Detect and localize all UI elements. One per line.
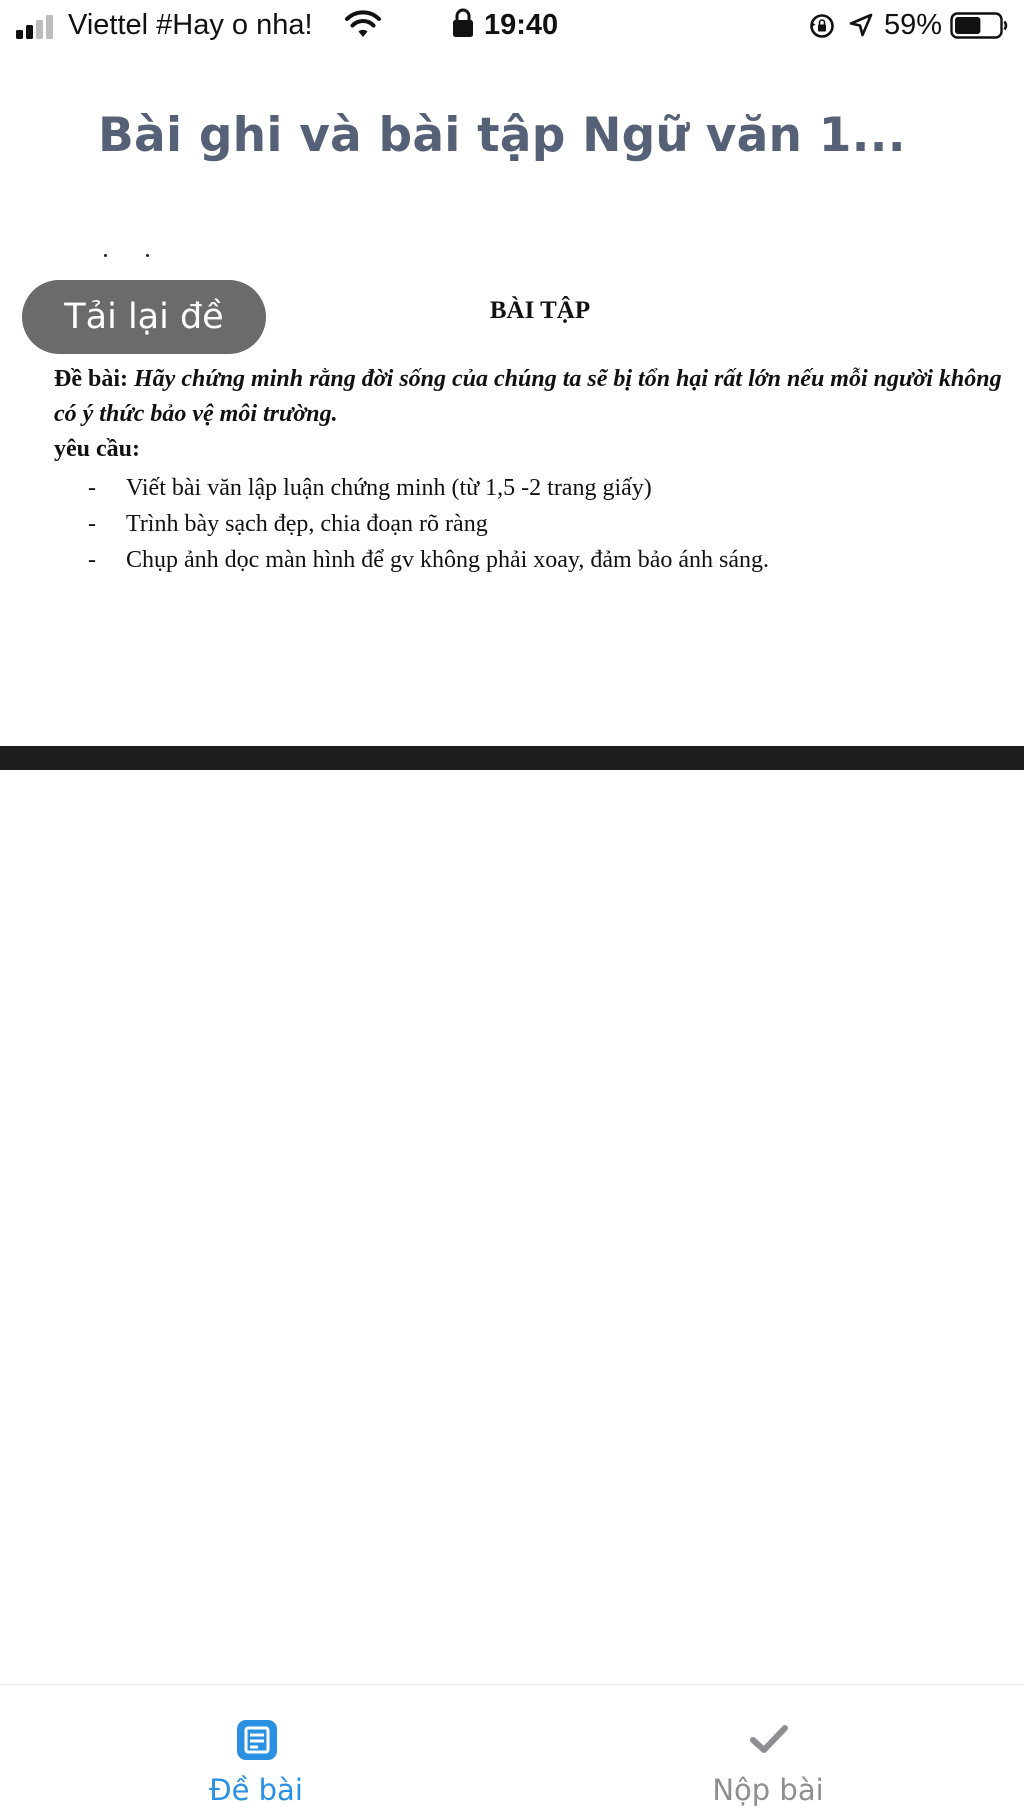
requirement-text: Viết bài văn lập luận chứng minh (từ 1,5 -2 trang giấy) [126,475,652,501]
assignment-prompt [54,362,1004,432]
prompt-text: Hãy chứng minh rằng đời sống của chúng ta sẽ bị tổn hại rất lớn nếu mỗi người không có ý thức bảo vệ môi trường. [54,366,1002,427]
document-artifact-dots [102,248,162,262]
requirements-list [88,470,988,578]
tab-submit-label: Nộp bài [712,1773,824,1807]
requirement-item [88,506,988,542]
bullet-dash: - [88,475,96,501]
wifi-icon [344,10,382,40]
bullet-dash: - [88,547,96,573]
requirement-text: Chụp ảnh dọc màn hình để gv không phải xoay, đảm bảo ánh sáng. [126,547,769,573]
location-arrow-icon [848,12,874,38]
orientation-lock-icon [808,12,836,40]
carrier-name: Viettel #Hay o nha! [68,9,313,41]
lock-icon [452,8,474,38]
signal-bar [26,25,33,39]
tab-submit[interactable] [568,1685,968,1820]
signal-icon [16,15,60,39]
status-bar [0,0,1024,52]
reload-assignment-button[interactable]: Tải lại đề [22,280,266,354]
requirement-item [88,470,988,506]
battery-icon [950,12,1008,39]
prompt-label: Đề bài: [54,366,128,392]
requirement-item [88,542,988,578]
document-icon [236,1719,278,1761]
requirements-label: yêu cầu: [54,436,140,462]
signal-bar [36,20,43,39]
bullet-dash: - [88,511,96,537]
requirement-text: Trình bày sạch đẹp, chia đoạn rõ ràng [126,511,488,537]
checkmark-icon [748,1719,790,1761]
page-title: Bài ghi và bài tập Ngữ văn 1... [98,108,906,163]
battery-percent: 59% [884,9,943,41]
document-heading: BÀI TẬP [489,297,591,324]
signal-bar [16,30,23,39]
signal-bar [46,15,53,39]
document-page-divider [0,746,1024,770]
tab-assignment[interactable] [56,1685,456,1820]
tab-assignment-label: Đề bài [209,1773,303,1807]
bottom-tab-bar [0,1684,1024,1820]
clock: 19:40 [484,9,559,41]
